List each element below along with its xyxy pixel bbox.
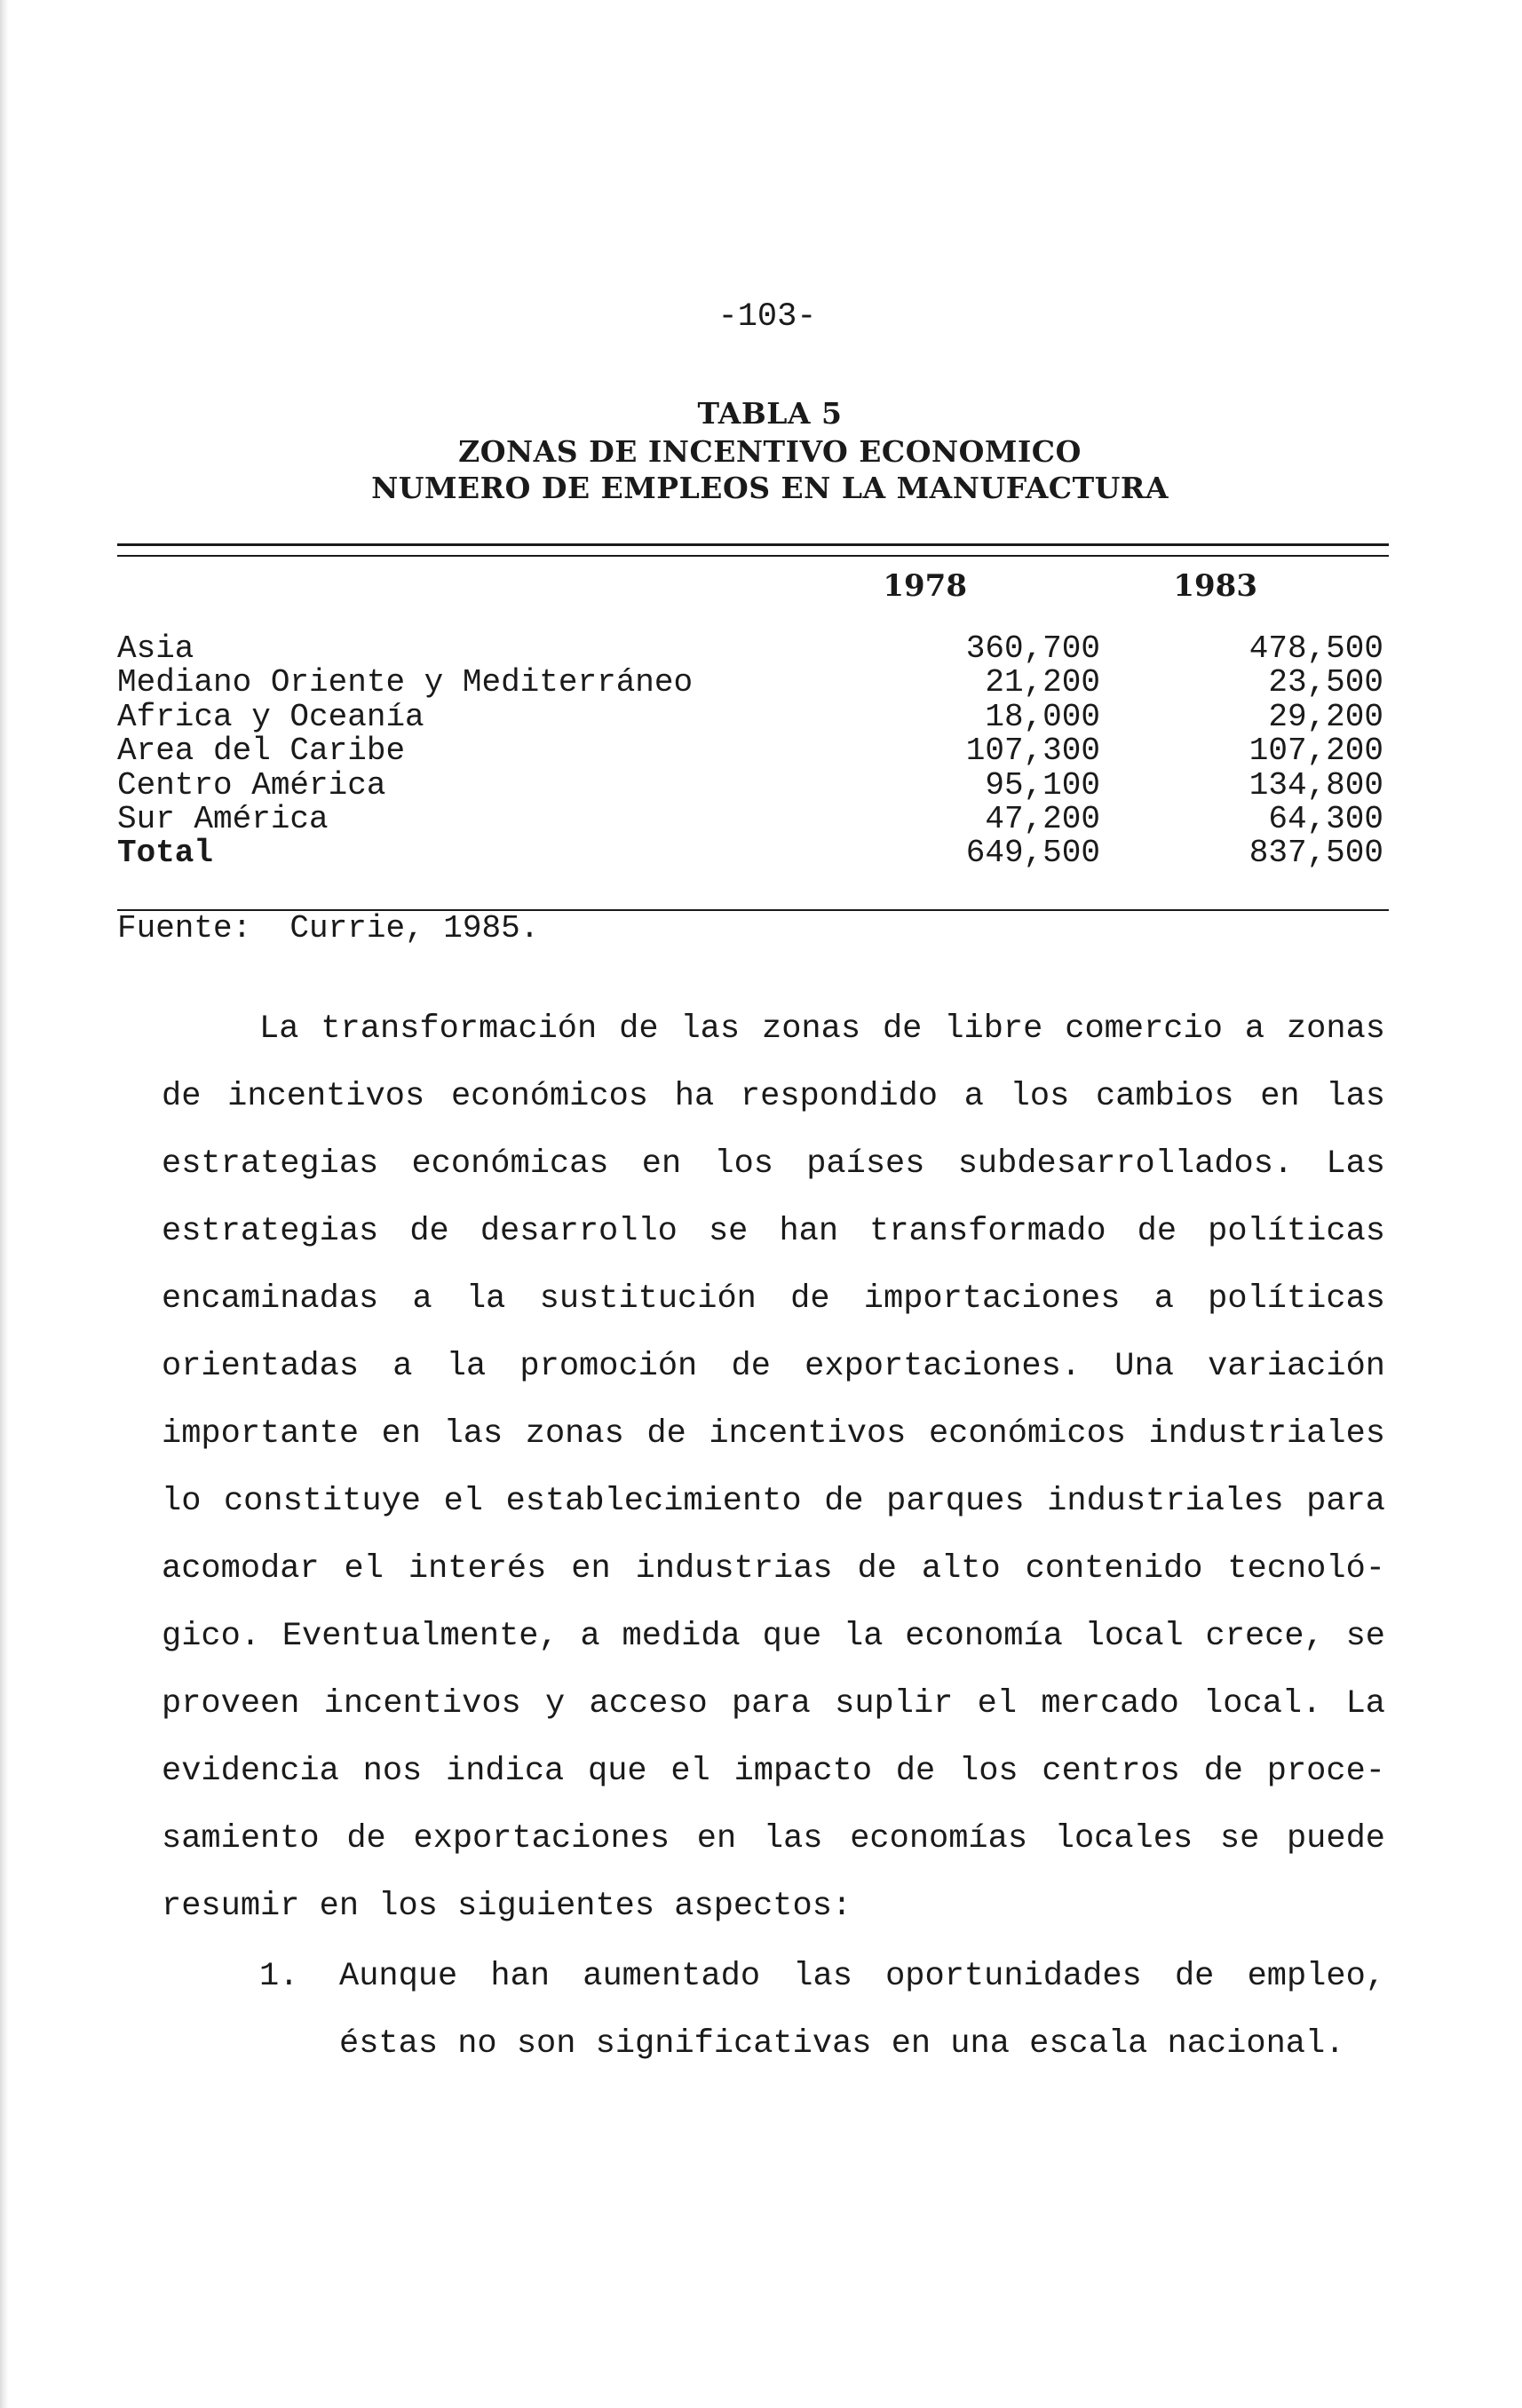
paragraph-line: samiento de exportaciones en las economías locales se puede xyxy=(162,1820,1385,1857)
value-1978-cell: 18,000 xyxy=(985,698,1100,735)
value-1983-cell: 134,800 xyxy=(1249,766,1383,804)
table-caption-title: ZONAS DE INCENTIVO ECONOMICO xyxy=(458,434,1082,469)
paragraph-line: estrategias de desarrollo se han transformado de políticas xyxy=(162,1213,1385,1250)
value-1983-cell: 23,500 xyxy=(1268,664,1383,701)
column-header-1978: 1978 xyxy=(883,568,967,604)
total-1978-cell: 649,500 xyxy=(965,835,1100,872)
list-item-number: 1. xyxy=(259,1958,299,1995)
list-item-line: éstas no son significativas en una escala nacional. xyxy=(339,2025,1345,2063)
value-1983-cell: 64,300 xyxy=(1268,800,1383,837)
value-1978-cell: 21,200 xyxy=(985,664,1100,701)
region-cell: Centro América xyxy=(117,766,386,804)
paragraph-line: estrategias económicas en los países subdesarrollados. Las xyxy=(162,1145,1385,1183)
table-caption-subtitle: NUMERO DE EMPLEOS EN LA MANUFACTURA xyxy=(371,471,1169,505)
value-1978-cell: 360,700 xyxy=(965,630,1100,667)
column-header-1983: 1983 xyxy=(1173,568,1257,604)
value-1978-cell: 107,300 xyxy=(965,733,1100,770)
table-source-note: Fuente: Currie, 1985. xyxy=(117,910,540,947)
paragraph-line: gico. Eventualmente, a medida que la economía local crece, se xyxy=(162,1618,1385,1655)
paragraph-line: importante en las zonas de incentivos económicos industriales xyxy=(162,1415,1385,1453)
region-cell: Mediano Oriente y Mediterráneo xyxy=(117,664,694,701)
value-1983-cell: 29,200 xyxy=(1268,698,1383,735)
paragraph-line: encaminadas a la sustitución de importaciones a políticas xyxy=(162,1280,1385,1318)
region-cell: Sur América xyxy=(117,800,329,837)
paragraph-line: La transformación de las zonas de libre comercio a zonas xyxy=(259,1010,1385,1048)
region-cell: Africa y Oceanía xyxy=(117,698,424,735)
value-1983-cell: 478,500 xyxy=(1249,630,1383,667)
paragraph-line: de incentivos económicos ha respondido a los cambios en las xyxy=(162,1078,1385,1115)
value-1978-cell: 95,100 xyxy=(985,766,1100,804)
paragraph-line: proveen incentivos y acceso para suplir el mercado local. La xyxy=(162,1685,1385,1723)
paragraph-line: lo constituye el establecimiento de parques industriales para xyxy=(162,1483,1385,1520)
page-number: -103- xyxy=(717,298,817,336)
region-cell: Area del Caribe xyxy=(117,733,406,770)
value-1983-cell: 107,200 xyxy=(1249,733,1383,770)
list-item-line: Aunque han aumentado las oportunidades de empleo, xyxy=(339,1958,1385,1995)
paragraph-line: resumir en los siguientes aspectos: xyxy=(162,1888,852,1925)
total-1983-cell: 837,500 xyxy=(1249,835,1383,872)
value-1978-cell: 47,200 xyxy=(985,800,1100,837)
total-label: Total xyxy=(117,835,214,872)
paragraph-line: orientadas a la promoción de exportaciones. Una variación xyxy=(162,1348,1385,1385)
region-cell: Asia xyxy=(117,630,194,667)
table-caption-number: TABLA 5 xyxy=(697,396,843,431)
paragraph-line: acomodar el interés en industrias de alto contenido tecnoló- xyxy=(162,1550,1385,1588)
paragraph-line: evidencia nos indica que el impacto de los centros de proce- xyxy=(162,1753,1385,1790)
